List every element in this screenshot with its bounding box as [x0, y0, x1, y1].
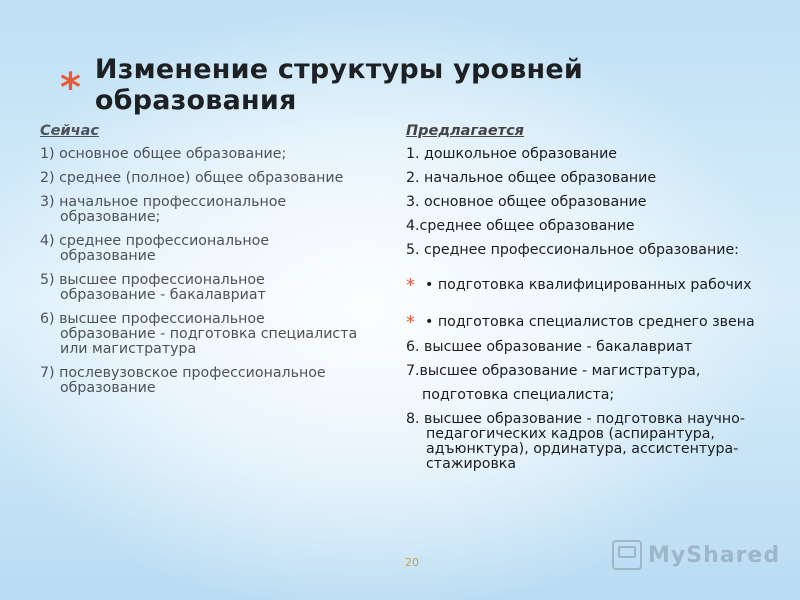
list-item-continuation: подготовка специалиста;	[422, 387, 615, 403]
list-item: 5) высшее профессиональное образование - бакалавриат	[40, 272, 266, 303]
right-heading: Предлагается	[406, 123, 524, 139]
page-number: 20	[405, 556, 419, 569]
list-item: 4.среднее общее образование	[406, 218, 635, 234]
watermark	[612, 540, 780, 570]
list-item: 6) высшее профессиональное образование - подготовка специалиста или магистратура	[40, 311, 358, 357]
list-item: 3) начальное профессиональное образование;	[40, 194, 287, 225]
list-item: 1) основное общее образование;	[40, 146, 287, 162]
list-item: 3. основное общее образование	[406, 194, 647, 210]
title-star-icon: *	[60, 65, 81, 111]
list-item: 2) среднее (полное) общее образование	[40, 170, 344, 186]
bullet-item	[406, 275, 786, 296]
list-item: 6. высшее образование - бакалавриат	[406, 339, 693, 355]
list-item: 5. среднее профессиональное образование:	[406, 242, 739, 258]
bullet-text: • подготовка специалистов среднего звена	[425, 314, 755, 330]
bullet-star-icon: *	[406, 312, 415, 333]
list-item: 7) послевузовское профессиональное образование	[40, 365, 326, 396]
list-item: 8. высшее образование - подготовка научно-педагогических кадров (аспирантура, адъюнктура), ординатура, ассистентура-стажировка	[406, 411, 745, 472]
title-text: Изменение структуры уровней образования	[94, 54, 583, 116]
list-item: 2. начальное общее образование	[406, 170, 657, 186]
bullet-item	[406, 312, 786, 333]
watermark-text: MyShared	[648, 542, 781, 568]
list-item: 7.высшее образование - магистратура,	[406, 363, 701, 379]
watermark-logo-icon	[612, 540, 642, 570]
left-heading: Сейчас	[40, 123, 99, 139]
bullet-text: • подготовка квалифицированных рабочих	[425, 277, 752, 293]
list-item: 1. дошкольное образование	[406, 146, 618, 162]
bullet-star-icon: *	[406, 275, 415, 296]
list-item: 4) среднее профессиональное образование	[40, 233, 270, 264]
current-structure-column	[40, 124, 360, 405]
slide-title	[60, 54, 780, 116]
proposed-structure-column	[406, 124, 786, 481]
